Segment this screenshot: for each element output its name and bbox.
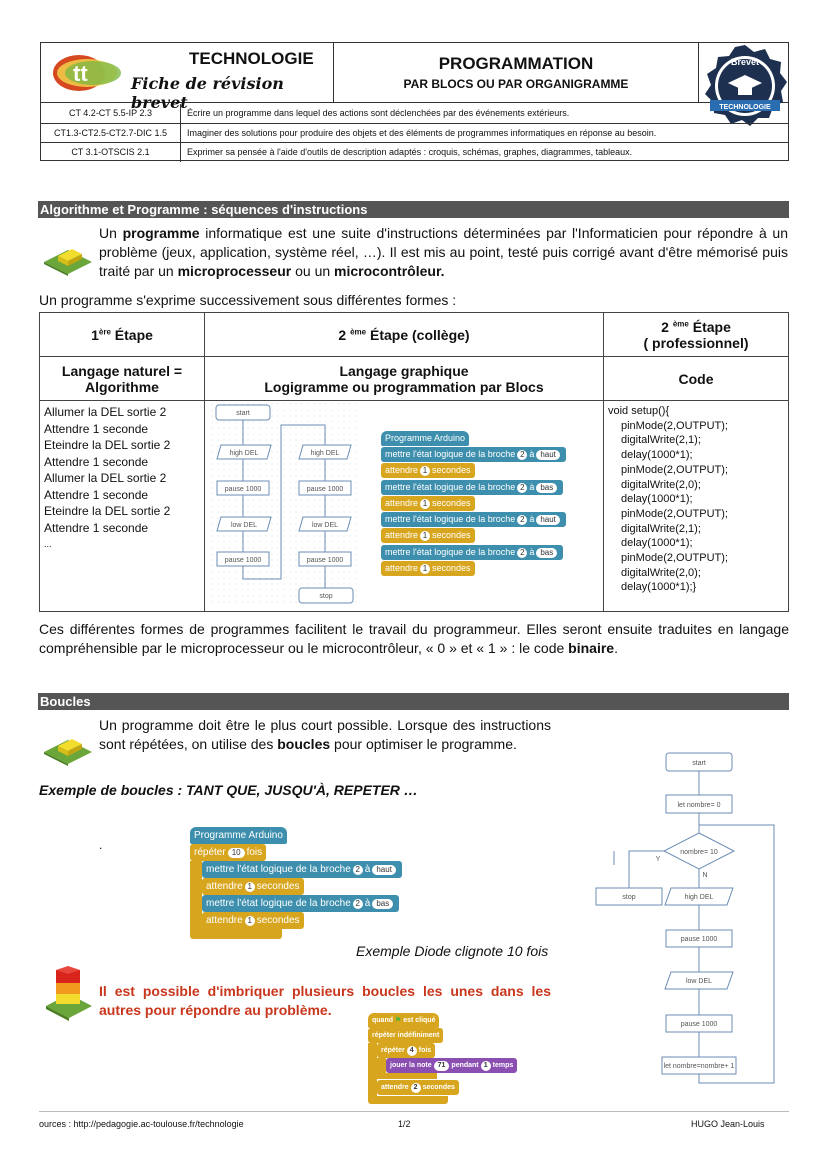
stacked-bricks-icon [44, 966, 94, 1022]
flow-high: high DEL [310, 450, 340, 457]
flow2-high: high DEL [684, 894, 714, 901]
code-listing: void setup(){ pinMode(2,OUTPUT); digitalWrite(2,1); delay(1000*1); pinMode(2,OUTPUT); digitalWrite(2,0); delay(1000*1); pinMode(2,OUTPUT); digitalWrite(2,1); delay(1000*1); pinMode(2,OUTPUT); digitalWrite(2,0); delay(1000*1);} [604, 401, 789, 612]
subheader-code: Code [604, 357, 789, 401]
header-etape2-college: 2 $^{ème}$ Étape (collège) [205, 313, 604, 357]
stray-dot: . [99, 838, 103, 852]
loop-flowchart [594, 745, 784, 1090]
footer-source: ources : http://pedagogie.ac-toulouse.fr/technologie [39, 1119, 244, 1129]
nested-loops-note: Il est possible d'imbriquer plusieurs boucles les unes dans les autres pour répondre au problème. [99, 983, 551, 1018]
block-repeat: répéter 10 fois [190, 844, 266, 861]
flowchart-sequence [211, 403, 361, 607]
flow2-low: low DEL [685, 978, 713, 985]
lego-brick-icon [42, 236, 94, 276]
section-title-boucles: Boucles [38, 693, 789, 710]
program-forms-table [39, 312, 789, 612]
block-wait: attendre 1 secondes [381, 463, 475, 478]
loops-paragraph: Un programme doit être le plus court possible. Lorsque des instructions sont répétées, on utilise des boucles pour optimiser le programme. [99, 717, 551, 752]
forms-intro: Un programme s'exprime successivement sous différentes formes : [39, 292, 457, 308]
block-when-clicked: quand ⚑ est cliqué [368, 1013, 439, 1028]
binary-paragraph: Ces différentes formes de programmes facilitent le travail du programmeur. Elles seront ensuite traduites en langage compréhensible par le microprocesseur ou le microcontrôleur, « 0 » et « 1 » : le code binaire. [39, 621, 789, 656]
section-title-algorithme: Algorithme et Programme : séquences d'instructions [38, 201, 789, 218]
page-subtitle: PAR BLOCS OU PAR ORGANIGRAMME [403, 77, 629, 91]
header-etape1: 1ère Étape [40, 313, 205, 357]
flow2-pause: pause 1000 [680, 1021, 718, 1028]
block-forever: répéter indéfiniment [368, 1028, 443, 1043]
programme-definition: Un programme informatique est une suite d'instructions déterminées par l'Informaticien pour répondre à un problème (jeux, application, système réel, …). Il est mis au point, testé puis corrigé avant d'être mémorisé puis traité par un microprocesseur ou un microcontrôleur. [99, 225, 788, 279]
flow2-start: start [692, 760, 706, 767]
footer-rule [39, 1111, 789, 1112]
subheader-graphique: Langage graphique Logigramme ou programmation par Blocs [205, 357, 604, 401]
block-hat: Programme Arduino [190, 827, 287, 844]
diode-caption: Exemple Diode clignote 10 fois [356, 943, 549, 959]
block-wait: attendre 1 secondes [381, 496, 475, 511]
graphic-cell [205, 401, 604, 612]
block-wait-2: attendre 2 secondes [377, 1080, 459, 1095]
flow-start: start [236, 410, 250, 417]
flow-stop: stop [319, 593, 333, 600]
flow-pause: pause 1000 [306, 557, 344, 564]
flow2-cond: nombre= 10 [680, 849, 718, 856]
block-wait: attendre 1 secondes [381, 561, 475, 576]
block-set-low: mettre l'état logique de la broche 2 à bas [381, 480, 563, 495]
flow2-incr: let nombre=nombre+ 1 [663, 1063, 735, 1070]
competency-row: CT 3.1-OTSCIS 2.1 Exprimer sa pensée à l'aide d'outils de description adaptés : croquis, schémas, graphes, diagrammes, tableaux. [41, 142, 788, 161]
page-title: PROGRAMMATION [438, 54, 594, 73]
flow2-init: let nombre= 0 [677, 802, 721, 809]
badge-bottom-text: TECHNOLOGIE [719, 104, 771, 111]
block-hat: Programme Arduino [381, 431, 469, 446]
block-set-low: mettre l'état logique de la broche 2 à bas [202, 895, 399, 912]
flow-low: low DEL [311, 522, 339, 529]
block-play-note: jouer la note 71 pendant 1 temps [386, 1058, 517, 1073]
repeat-blocks [190, 827, 455, 942]
school-logo [49, 49, 123, 95]
flow2-no: N [702, 872, 708, 879]
header-box [40, 42, 789, 161]
footer-author: HUGO Jean-Louis [691, 1119, 765, 1129]
algorithm-list: Allumer la DEL sortie 2 Attendre 1 seconde Eteindre la DEL sortie 2 Attendre 1 seconde Allumer la DEL sortie 2 Attendre 1 seconde Eteindre la DEL sortie 2 Attendre 1 seconde ... [40, 401, 205, 612]
flow-low: low DEL [230, 522, 258, 529]
block-wait: attendre 1 secondes [381, 528, 475, 543]
flow-pause: pause 1000 [306, 486, 344, 493]
subtitle: Fiche de révision brevet [131, 74, 284, 112]
block-set-high: mettre l'état logique de la broche 2 à haut [381, 512, 566, 527]
block-repeat-4: répéter 4 fois [377, 1043, 435, 1058]
flow-pause: pause 1000 [224, 557, 262, 564]
lego-brick-icon [42, 726, 94, 766]
badge-top-text: Brevet [730, 57, 760, 67]
block-wait: attendre 1 secondes [202, 912, 304, 929]
flow2-pause: pause 1000 [680, 936, 718, 943]
flow-high: high DEL [229, 450, 259, 457]
footer-page: 1/2 [398, 1119, 411, 1129]
header-center [334, 43, 699, 103]
competency-row: CT1.3-CT2.5-CT2.7-DIC 1.5 Imaginer des solutions pour produire des objets et des éléments de programmes informatiques en réponse au besoin. [41, 123, 788, 142]
flow2-yes: Y [655, 856, 661, 863]
block-set-high: mettre l'état logique de la broche 2 à haut [381, 447, 566, 462]
block-wait: attendre 1 secondes [202, 878, 304, 895]
header-etape2-pro: 2 $^{ème}$ Étape ( professionnel) [604, 313, 789, 357]
subheader-algorithm: Langage naturel = Algorithme [40, 357, 205, 401]
loops-example-title: Exemple de boucles : TANT QUE, JUSQU'À, REPETER … [39, 782, 418, 798]
subject-title: TECHNOLOGIE [189, 49, 314, 68]
flow2-stop: stop [622, 894, 636, 901]
block-set-low: mettre l'état logique de la broche 2 à bas [381, 545, 563, 560]
logo-text: tt [73, 61, 88, 86]
nested-blocks [368, 1013, 538, 1105]
header-left [41, 43, 334, 112]
flow-pause: pause 1000 [224, 486, 262, 493]
block-set-high: mettre l'état logique de la broche 2 à haut [202, 861, 402, 878]
competency-row: CT 4.2-CT 5.5-IP 2.3 Écrire un programme dans lequel des actions sont déclenchées par des événements extérieurs. [41, 104, 788, 123]
